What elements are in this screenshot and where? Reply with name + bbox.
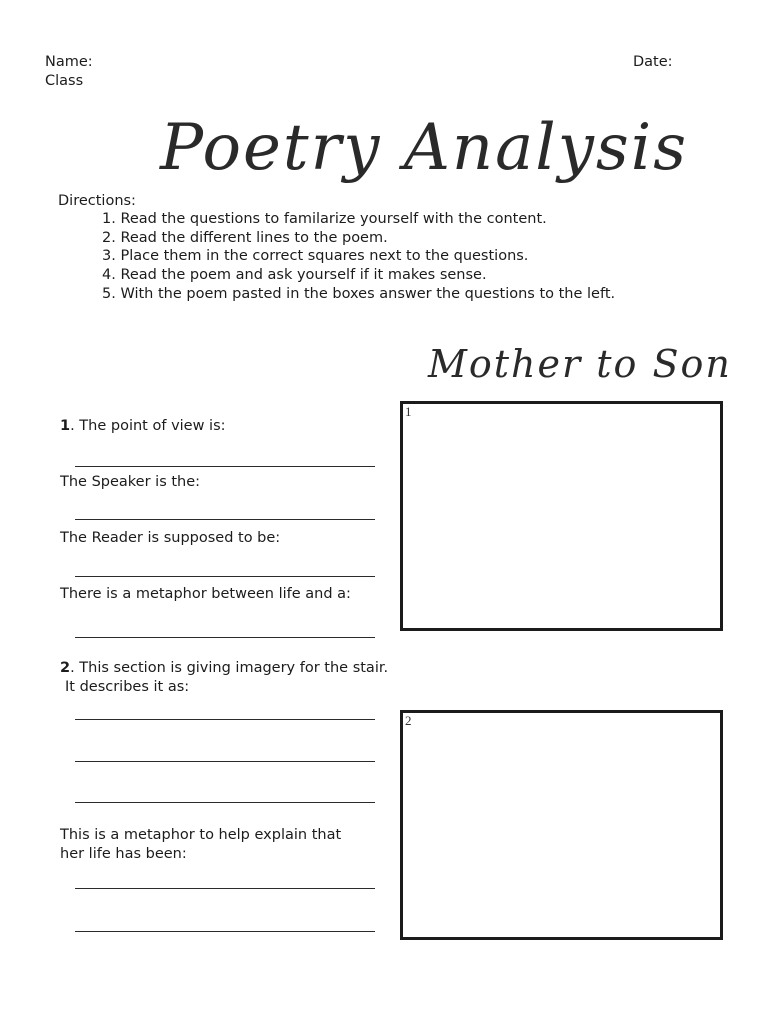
answer-line[interactable] xyxy=(75,802,375,803)
answer-line[interactable] xyxy=(75,888,375,889)
question-life-metaphor: This is a metaphor to help explain that xyxy=(60,827,342,843)
poem-title: Mother to Son xyxy=(428,342,732,386)
direction-step: 4. Read the poem and ask yourself if it makes sense. xyxy=(102,267,487,283)
question-metaphor-life: There is a metaphor between life and a: xyxy=(60,586,351,602)
poem-box-2[interactable] xyxy=(400,710,723,940)
directions-heading: Directions: xyxy=(58,193,136,209)
name-label: Name: xyxy=(45,54,93,70)
answer-line[interactable] xyxy=(75,466,375,467)
question-reader: The Reader is supposed to be: xyxy=(60,530,281,546)
section-1-number: 1 xyxy=(60,418,71,434)
class-label: Class xyxy=(45,73,84,89)
direction-step: 5. With the poem pasted in the boxes answer the questions to the left. xyxy=(102,286,616,302)
answer-line[interactable] xyxy=(75,761,375,762)
direction-step: 2. Read the different lines to the poem. xyxy=(102,230,388,246)
question-speaker: The Speaker is the: xyxy=(60,474,201,490)
question-stair-imagery xyxy=(60,659,388,677)
question-life-metaphor-cont: her life has been: xyxy=(60,846,187,862)
date-label: Date: xyxy=(633,54,673,70)
answer-line[interactable] xyxy=(75,931,375,932)
answer-line[interactable] xyxy=(75,719,375,720)
answer-line[interactable] xyxy=(75,576,375,577)
question-text: . The point of view is: xyxy=(70,418,226,434)
page-title: Poetry Analysis xyxy=(160,111,689,185)
box-number: 1 xyxy=(405,404,412,419)
question-stair-imagery-cont: It describes it as: xyxy=(65,679,190,695)
answer-line[interactable] xyxy=(75,519,375,520)
section-2-number: 2 xyxy=(60,660,71,676)
direction-step: 3. Place them in the correct squares next to the questions. xyxy=(102,248,529,264)
answer-line[interactable] xyxy=(75,637,375,638)
question-point-of-view xyxy=(60,417,226,435)
box-number: 2 xyxy=(405,713,412,728)
question-text: . This section is giving imagery for the stair. xyxy=(70,660,389,676)
direction-step: 1. Read the questions to familarize yourself with the content. xyxy=(102,211,547,227)
poem-box-1[interactable] xyxy=(400,401,723,631)
